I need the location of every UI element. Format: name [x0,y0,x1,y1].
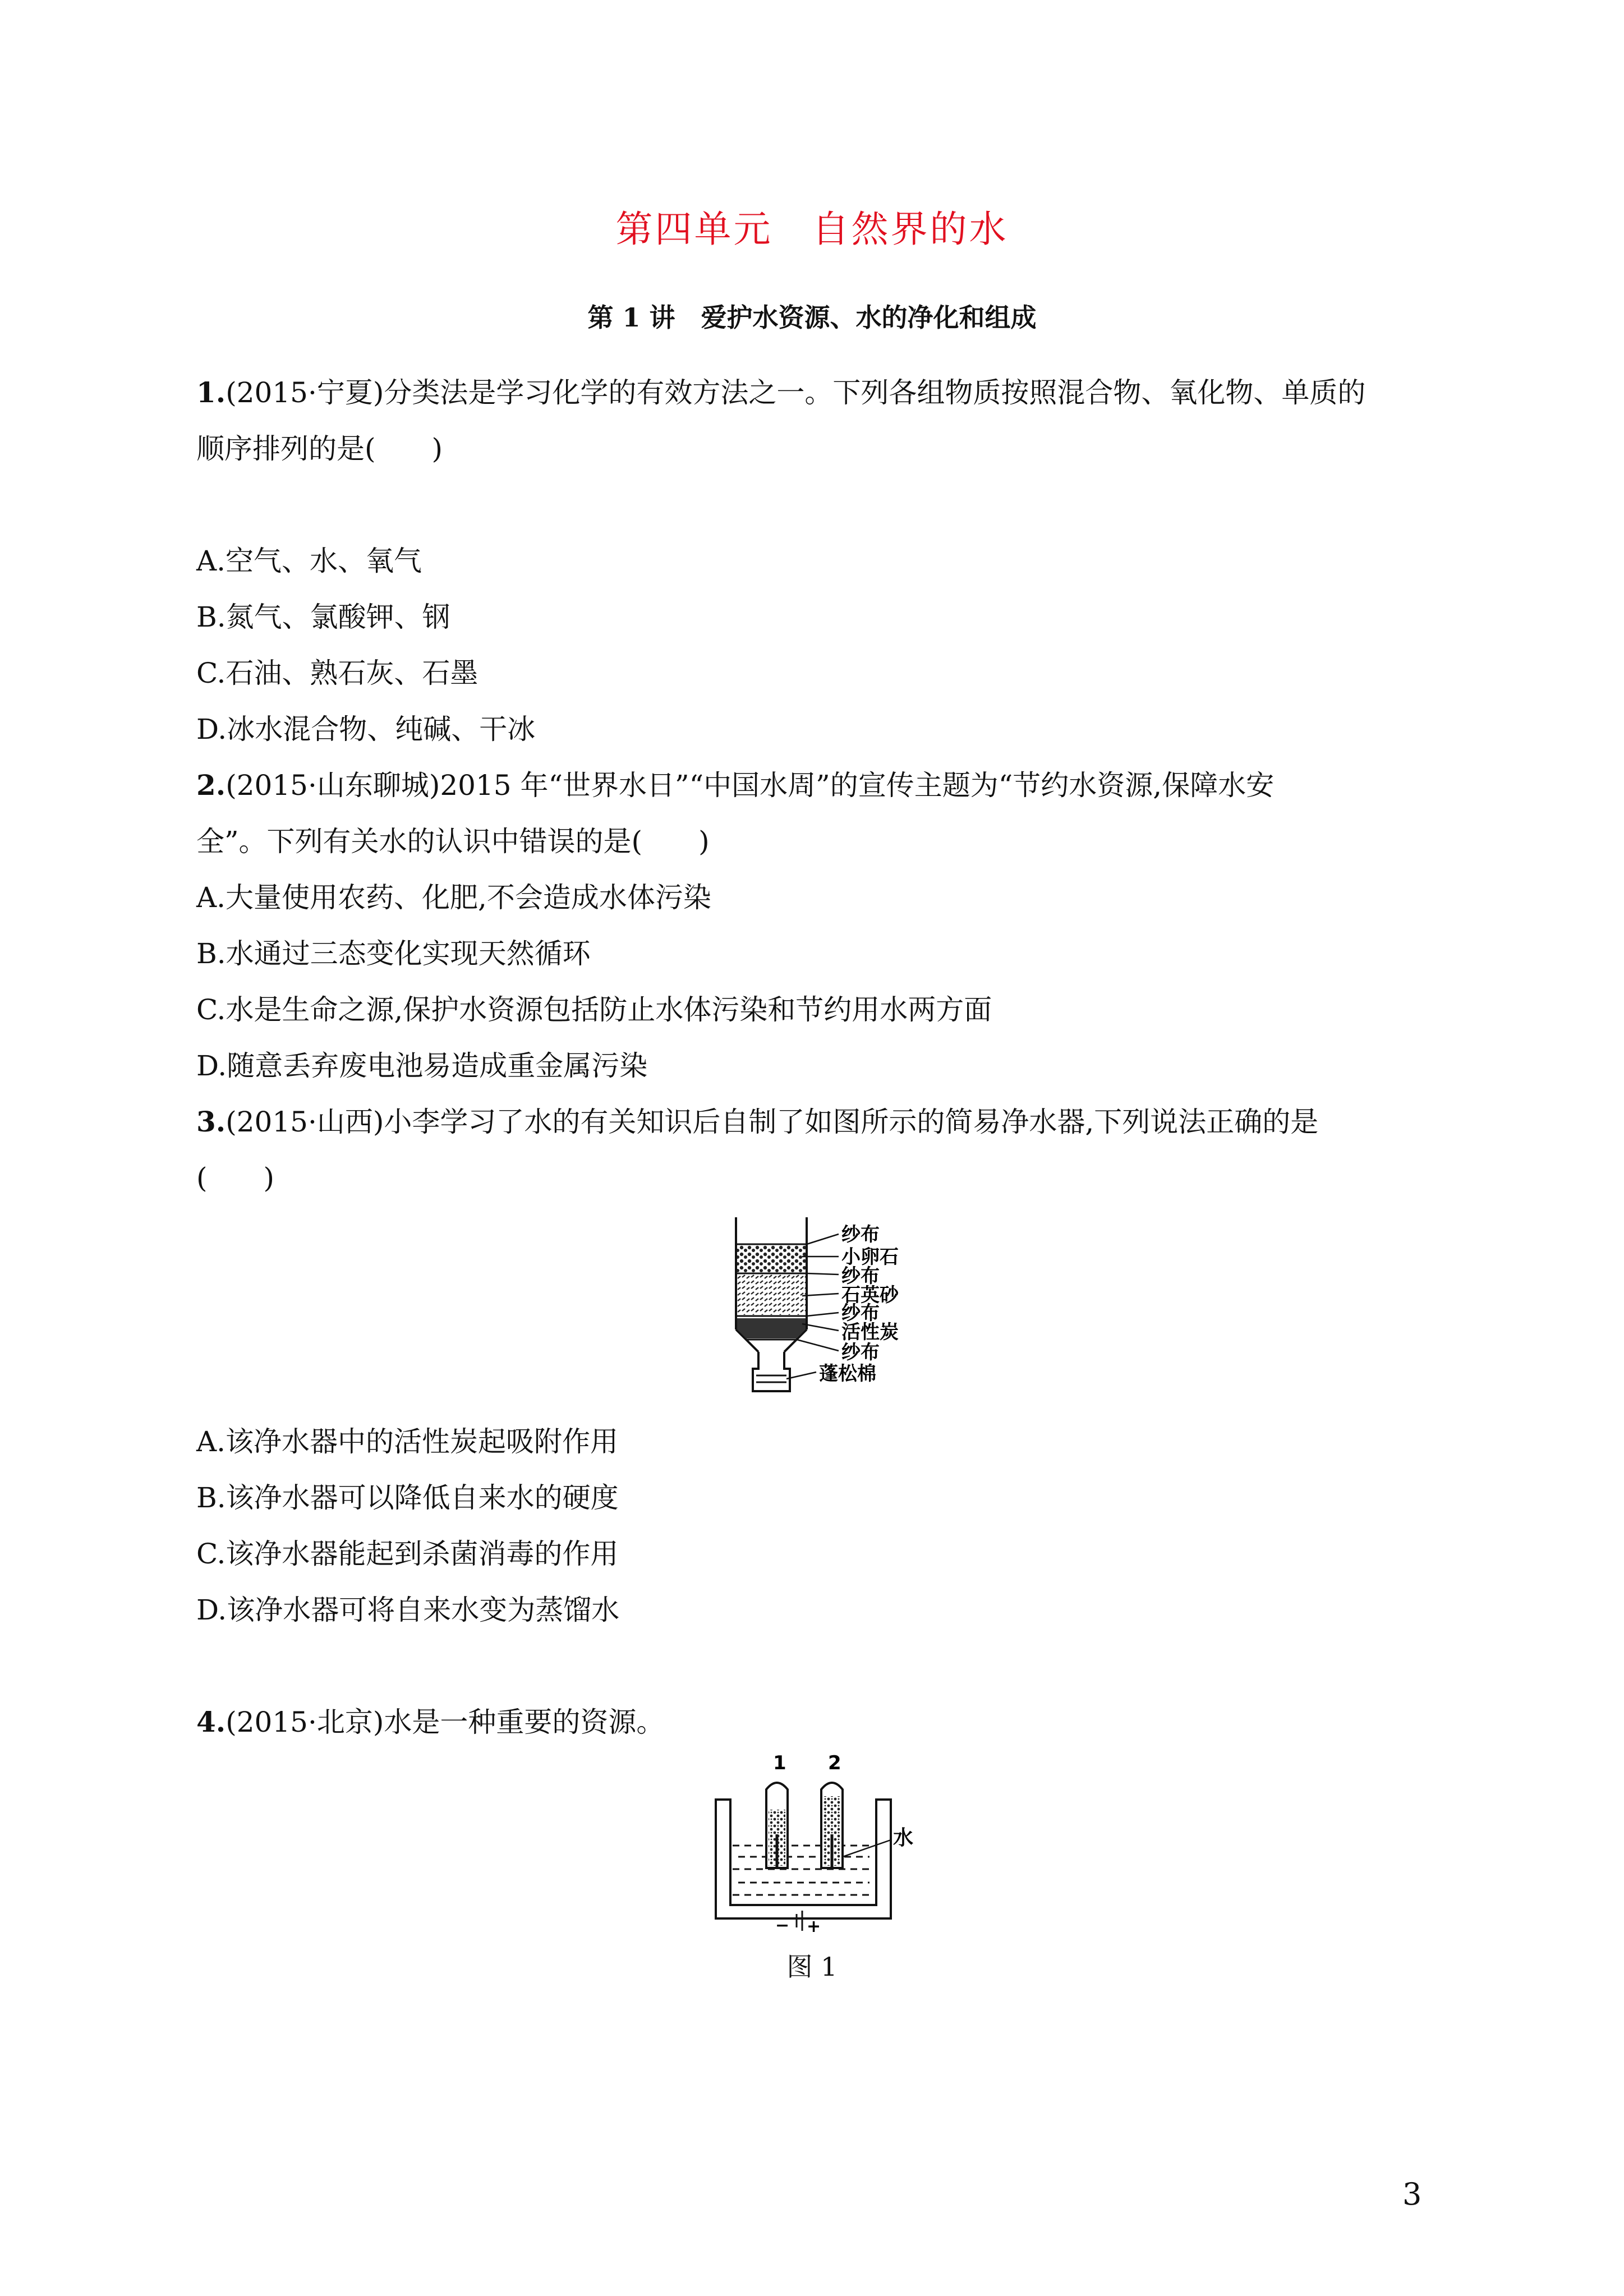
battery-minus-sign: − [775,1916,790,1935]
test-tube-1 [766,1783,788,1869]
beaker-wall [716,1800,891,1918]
question-2-line-2: 全”。下列有关水的认识中错误的是( ) [196,825,710,858]
question-3-option-b: B.该净水器可以降低自来水的硬度 [196,1481,619,1514]
tube-label-2: 2 [828,1752,841,1774]
lesson-title: 第 1 讲 爱护水资源、水的净化和组成 [587,302,1037,333]
filter-label: 纱布 [841,1265,880,1287]
water-label: 水 [893,1826,914,1849]
filter-label: 小卵石 [841,1246,899,1268]
page-number: 3 [1402,2177,1422,2212]
question-text: (2015·山西)小李学习了水的有关知识后自制了如图所示的简易净水器,下列说法正确的是 [226,1106,1319,1138]
question-3-option-d: D.该净水器可将自来水变为蒸馏水 [196,1594,620,1626]
question-1-option-c: C.石油、熟石灰、石墨 [196,657,479,689]
pebble-layer [737,1245,806,1272]
question-2-option-a: A.大量使用农药、化肥,不会造成水体污染 [196,881,711,914]
question-3-option-a: A.该净水器中的活性炭起吸附作用 [196,1425,619,1458]
question-number: 1. [196,376,226,409]
filter-label: 活性炭 [841,1321,899,1343]
question-2-option-d: D.随意丢弃废电池易造成重金属污染 [196,1050,648,1082]
unit-title: 第四单元 自然界的水 [615,208,1009,251]
question-3-line-2: ( ) [196,1162,275,1194]
question-text: (2015·宁夏)分类法是学习化学的有效方法之一。下列各组物质按照混合物、氧化物、单质的 [226,376,1366,409]
question-1-line-1 [196,376,1365,409]
question-number: 3. [196,1105,226,1138]
question-number: 4. [196,1705,226,1738]
filter-label: 纱布 [841,1223,880,1246]
question-1-option-a: A.空气、水、氧气 [196,545,422,577]
filter-label: 纱布 [841,1302,880,1324]
test-tube-2 [821,1783,843,1869]
question-3-line-1 [196,1105,1318,1139]
electrolysis-figure [712,1750,959,1935]
cotton-outlet [753,1352,790,1391]
question-3-option-c: C.该净水器能起到杀菌消毒的作用 [196,1538,619,1570]
question-1-option-d: D.冰水混合物、纯碱、干冰 [196,713,536,746]
question-1-line-2: 顺序排列的是( ) [196,432,443,465]
tube-label-1: 1 [773,1752,786,1774]
question-4-line-1 [196,1705,664,1739]
question-2-line-1 [196,769,1274,802]
activated-carbon-layer [737,1318,806,1338]
question-2-option-b: B.水通过三态变化实现天然循环 [196,937,591,970]
question-text: (2015·北京)水是一种重要的资源。 [226,1706,665,1738]
question-text: (2015·山东聊城)2015 年“世界水日”“中国水周”的宣传主题为“节约水资源,保障水安 [226,769,1275,802]
cotton-fill [756,1375,786,1382]
quartz-sand-layer [737,1274,806,1315]
question-number: 2. [196,769,226,802]
filter-label: 蓬松棉 [819,1363,876,1385]
water-filter-figure [724,1212,959,1414]
filter-label: 石英砂 [841,1284,899,1306]
battery-plus-sign: + [807,1917,821,1935]
filter-label: 纱布 [841,1341,880,1364]
question-1-option-b: B.氮气、氯酸钾、钢 [196,601,450,633]
question-2-option-c: C.水是生命之源,保护水资源包括防止水体污染和节约用水两方面 [196,993,992,1026]
figure-caption: 图 1 [786,1952,838,1982]
